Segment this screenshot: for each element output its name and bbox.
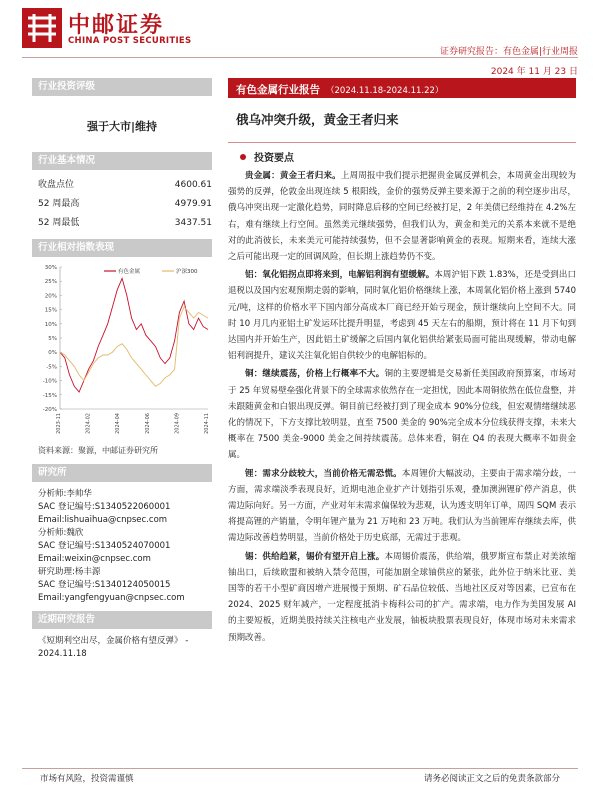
- banner-title: 有色金属行业报告: [236, 84, 320, 96]
- banner-date: （2024.11.18-2024.11.22）: [326, 86, 444, 96]
- y-tick-label: 20%: [44, 293, 57, 300]
- paragraph-aluminum: 铝：氧化铝拐点即将来到，电解铝利润有望缓解。本周沪铝下跌 1.83%，还是受到出口退税以及国内宏观预期走弱的影响，同时氧化铝价格继续上涨，本周氧化铝价格上涨到 5740 元/吨，这样的价格水平下国内部分高成本厂商已经开始亏现金，预计继续向上空间不大。同时 10 月几内亚铝土矿发运环比提升明显，考虑到 45 天左右的船期，预计将在 11 月下旬到达国内并开始生产，因此铝土矿缓解之后国内氧化铝供给紧张局面可能出现缓解，带动电解铝利润提升，建议关注氧化铝自供较少的电解铝标的。: [228, 270, 576, 362]
- chart-source: 资料来源：聚源，中邮证券研究所: [38, 446, 158, 455]
- main-content: [228, 78, 576, 648]
- info-row: 收盘点位 4600.61: [38, 180, 212, 190]
- paragraph-copper: 铜：继续震荡，价格上行概率不大。铜的主要逻辑是交易新任美国政府预算案，市场对于 25 年贸易壁垒强化背景下的全球需求依然存在一定担忧，因此本周铜依然在低位盘整，并未跟随黄金和白银出现反弹。铜目前已经被打到了现金成本 90%分位线，但宏观情绪继续恶化的情况下，下方支撑比较明显，直至 7500 美金的 90%完全成本分位线获得支撑，未来大概率在 7500 美金-9000 美金之间持续震荡。总体来看，铜在 Q4 的表现大概率不如贵金属。: [228, 369, 576, 461]
- legend-label: 有色金属: [118, 269, 141, 275]
- line-chart: [32, 257, 212, 437]
- analyst-line: SAC 登记编号:S1340124050015: [38, 580, 171, 590]
- bullet-icon: [240, 154, 246, 160]
- report-date: 2024 年 11 月 23 日: [490, 67, 578, 77]
- paragraph-uranium: 锡：供给趋紧，锡价有望开启上涨。本周锡价震荡，供给端，俄罗斯宣布禁止对美浓缩铀出口，后续欧盟和被纳入禁令范围，可能加剧全球铀供应的紧张，此外位于纳米比亚、美国等的若干小型矿商因增产进展慢于预期、矿石品位较低、当地社区反对等因素，已宣布在 2024、2025 财年减产，一定程度抵消卡梅科公司的扩产。需求端，电力作为美国发展 AI 的主要短板，近期美股持续关注核电产业发展，铀板块股票表现良好，体现市场对未来需求预期改善。: [228, 551, 576, 643]
- footer-disclaimer: 请务必阅读正文之后的免责条款部分: [423, 774, 560, 784]
- y-tick-label: 10%: [44, 321, 57, 328]
- series-line-0: [60, 278, 208, 392]
- analyst-line: 研究助理:杨丰源: [38, 567, 101, 577]
- analyst-line: SAC 登记编号:S1340522060001: [38, 502, 171, 512]
- analyst-line: SAC 登记编号:S1340524070001: [38, 541, 171, 551]
- y-tick-label: -15%: [42, 392, 57, 399]
- header-divider: [22, 57, 578, 58]
- y-tick-label: -5%: [46, 364, 57, 371]
- analyst-line: 分析师:李帅华: [38, 489, 92, 499]
- left-sidebar: [32, 78, 212, 667]
- y-tick-label: -20%: [42, 407, 57, 413]
- analyst-email[interactable]: Email:weixin@cnpsec.com: [38, 554, 151, 564]
- perf-head: 行业相对指数表现: [32, 239, 212, 257]
- rating-head: 行业投资评级: [32, 78, 212, 96]
- recent-head: 近期研究报告: [32, 611, 212, 629]
- paragraph-gold: 贵金属：黄金王者归来。上周周报中我们提示把握贵金属反弹机会，本周黄金出现较为强势的反弹，伦敦金出现连续 5 根阳线，金价的强势反弹主要来源于之前的利空逐步出尽，俄乌冲突出现一定激化趋势，同时降息后移的空间已经被打足，2 年美债已经维持在 4.2%左右，难有继续上行空间。虽然美元继续强势，但我们认为，黄金和美元的关系本来就不是绝对的此消彼长，未来美元可能持续强势，但不会显著影响黄金的表现。短期来看，连续大涨之后可能出现一定的回调风险，但长期上涨趋势仍不变。: [228, 171, 576, 263]
- footer-risk: 市场有风险，投资需谨慎: [40, 774, 134, 784]
- key-points-title: 投资要点: [240, 149, 576, 164]
- basic-head: 行业基本情况: [32, 152, 212, 170]
- basic-info-table: [32, 176, 212, 233]
- y-tick-label: 25%: [44, 279, 57, 286]
- analyst-email[interactable]: Email:lishuaihua@cnpsec.com: [38, 515, 168, 525]
- legend-label: 沪深300: [176, 269, 198, 275]
- brand-logo: [22, 6, 202, 48]
- report-banner: [228, 78, 576, 98]
- series-line-1: [60, 307, 208, 387]
- x-tick-label: 2023-11: [56, 413, 62, 434]
- recent-report-link[interactable]: 《短期利空出尽，金属价格有望反弹》 - 2024.11.18: [38, 636, 189, 659]
- y-tick-label: 30%: [44, 265, 57, 271]
- y-tick-label: 0%: [48, 350, 57, 357]
- headline: 俄乌冲突升级，黄金王者归来: [236, 112, 399, 127]
- x-tick-label: 2024-06: [144, 413, 151, 434]
- industry-rating: 强于大市|维持: [86, 120, 158, 133]
- brand-name-cn: 中邮证券: [68, 13, 165, 38]
- report-path: 证券研究报告：有色金属|行业周报: [439, 47, 578, 57]
- footer-divider: [22, 768, 578, 769]
- x-tick-label: 2024-02: [85, 413, 92, 434]
- china-post-logo-icon: [22, 8, 62, 48]
- y-tick-label: 15%: [44, 307, 57, 314]
- paragraph-lithium: 锂：需求分歧较大，当前价格无需恐慌。本周锂价大幅波动，主要由于需求端分歧，一方面，需求端淡季表现良好，近期电池企业扩产计划指引乐观，叠加澳洲锂矿停产消息，供需边际向好。另一方面，产业对年末需求偏保较为悲观，认为透支明年订单，周四 SQM 表示将提高锂的产销量，令明年锂产量为 21 万吨和 23 万吨。我们认为当前锂库存继续去库，供需边际改善趋势明显，当前价格处于历史底部，无需过于悲观。: [228, 468, 576, 544]
- info-row: 52 周最低 3437.51: [38, 218, 212, 228]
- y-tick-label: -10%: [42, 378, 57, 385]
- x-tick-label: 2024-04: [115, 413, 122, 434]
- relative-index-chart: [32, 257, 212, 437]
- info-row: 52 周最高 4979.91: [38, 199, 212, 209]
- brand-name-en: CHINA POST SECURITIES: [68, 36, 192, 46]
- x-tick-label: 2024-09: [174, 413, 181, 434]
- x-tick-label: 2024-11: [204, 413, 210, 434]
- analyst-email[interactable]: Email:yangfengyuan@cnpsec.com: [38, 593, 185, 603]
- y-tick-label: 5%: [48, 336, 57, 342]
- analyst-head: 研究所: [32, 464, 212, 482]
- content-divider: [228, 142, 576, 143]
- analyst-list: [32, 482, 212, 611]
- analyst-line: 分析师:魏欣: [38, 528, 84, 538]
